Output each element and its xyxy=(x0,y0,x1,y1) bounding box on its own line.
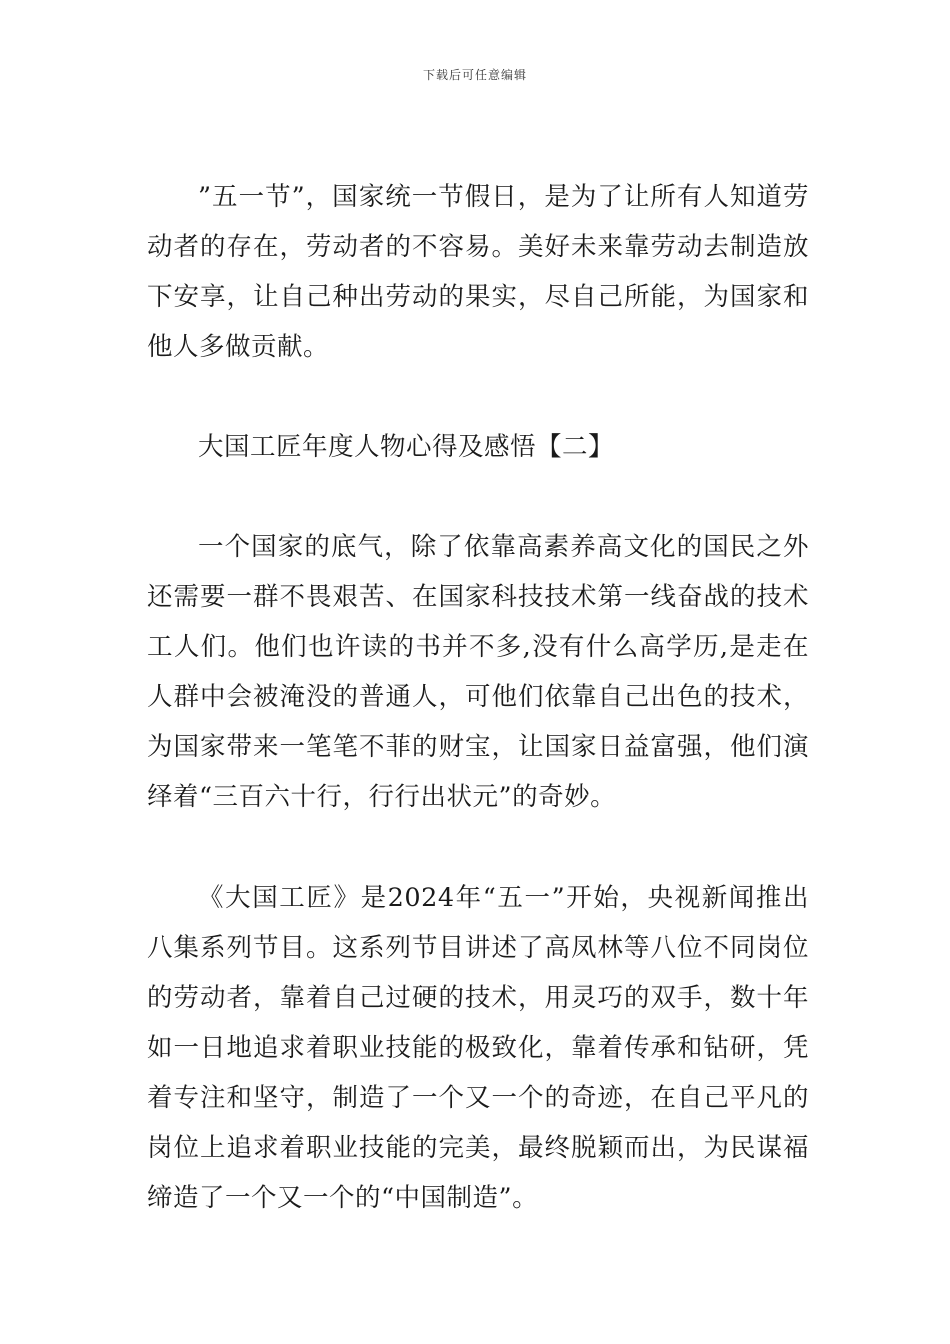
paragraph-spacer xyxy=(147,822,809,873)
header-note: 下载后可任意编辑 xyxy=(422,68,527,82)
paragraph-3: 《大国工匠》是2024年“五一”开始，央视新闻推出八集系列节目。这系列节目讲述了高凤林等八位不同岗位的劳动者，靠着自己过硬的技术，用灵巧的双手，数十年如一日地追求着职业技能的极致化，靠着传承和钻研，凭着专注和坚守，制造了一个又一个的奇迹，在自己平凡的岗位上追求着职业技能的完美，最终脱颖而出，为民谋福缔造了一个又一个的“中国制造”。 xyxy=(147,883,809,1213)
paragraph-spacer xyxy=(147,372,809,422)
section-heading: 大国工匠年度人物心得及感悟【二】 xyxy=(198,432,615,462)
paragraph-spacer xyxy=(147,472,809,522)
paragraph-1: ”五一节”，国家统一节假日，是为了让所有人知道劳动者的存在，劳动者的不容易。美好未来靠劳动去制造放下安享，让自己种出劳动的果实，尽自己所能，为国家和他人多做贡献。 xyxy=(147,182,809,362)
paragraph-2: 一个国家的底气，除了依靠高素养高文化的国民之外还需要一群不畏艰苦、在国家科技技术第一线奋战的技术工人们。他们也许读的书并不多,没有什么高学历,是走在人群中会被淹没的普通人，可他们依靠自己出色的技术，为国家带来一笔笔不菲的财宝，让国家日益富强，他们演绎着“三百六十行，行行出状元”的奇妙。 xyxy=(147,532,809,812)
document-body xyxy=(147,172,809,1223)
